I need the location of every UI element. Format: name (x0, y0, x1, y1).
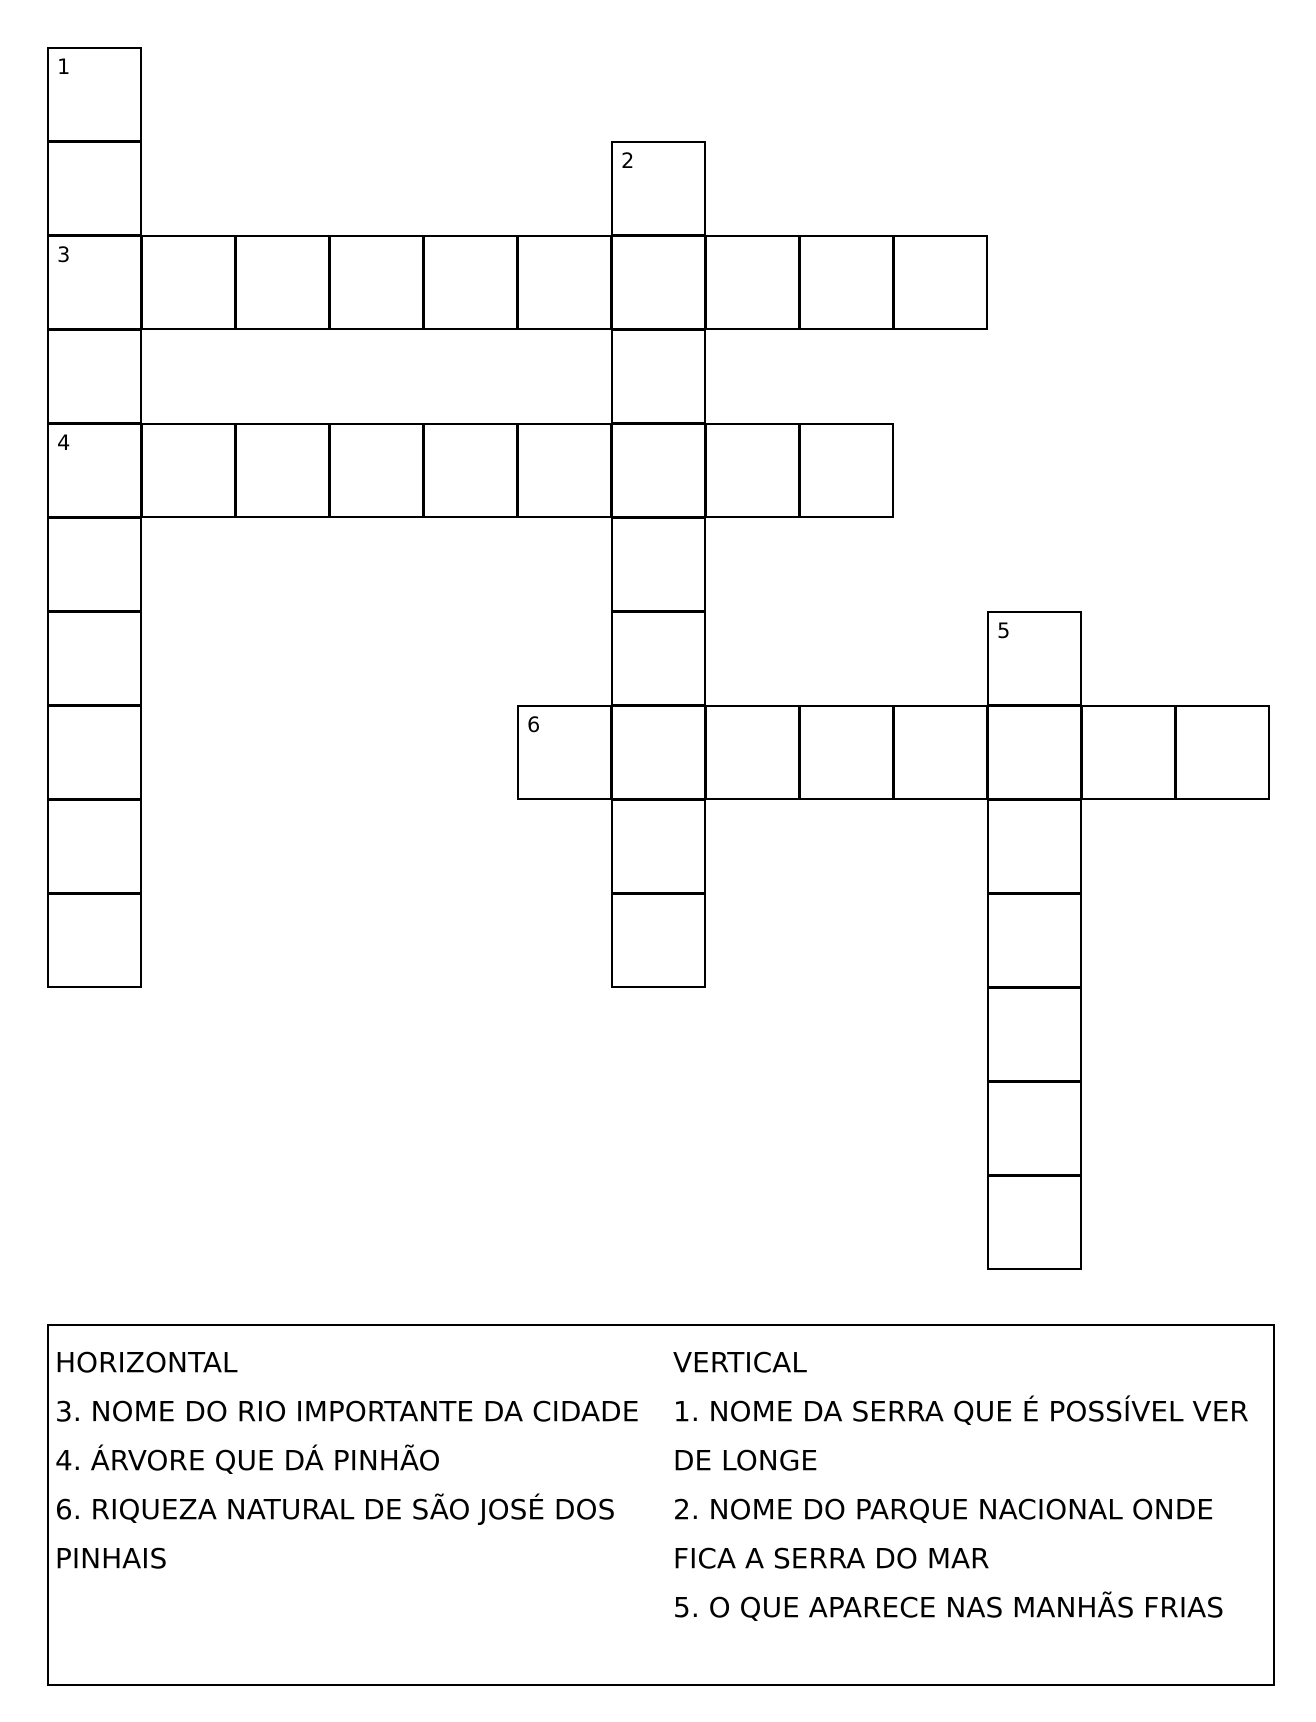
crossword-cell[interactable] (893, 705, 988, 800)
crossword-cell[interactable] (799, 235, 894, 330)
crossword-cell[interactable] (987, 799, 1082, 894)
clue-2: 2. NOME DO PARQUE NACIONAL ONDE (673, 1493, 1214, 1526)
crossword-cell[interactable] (611, 517, 706, 612)
vertical-clues (673, 1338, 1273, 1632)
crossword-cell[interactable] (47, 893, 142, 988)
crossword-cell[interactable] (517, 235, 612, 330)
clue-3: 3. NOME DO RIO IMPORTANTE DA CIDADE (55, 1395, 640, 1428)
crossword-cell[interactable] (799, 705, 894, 800)
crossword-cell-6[interactable] (517, 705, 612, 800)
crossword-cell[interactable] (611, 329, 706, 424)
crossword-cell[interactable] (47, 517, 142, 612)
crossword-cell-1[interactable] (47, 47, 142, 142)
crossword-cell-3[interactable] (47, 235, 142, 330)
clue-number: 5 (997, 619, 1011, 643)
crossword-cell[interactable] (987, 1081, 1082, 1176)
clue-number: 2 (621, 149, 635, 173)
clue-6: 6. RIQUEZA NATURAL DE SÃO JOSÉ DOS (55, 1493, 616, 1526)
crossword-cell-4[interactable] (47, 423, 142, 518)
crossword-cell[interactable] (987, 987, 1082, 1082)
crossword-cell[interactable] (1081, 705, 1176, 800)
crossword-cell[interactable] (141, 235, 236, 330)
crossword-cell[interactable] (423, 235, 518, 330)
vertical-heading: VERTICAL (673, 1346, 807, 1379)
horizontal-clues (55, 1338, 665, 1583)
clue-number: 4 (57, 431, 71, 455)
crossword-cell[interactable] (611, 705, 706, 800)
crossword-cell[interactable] (1175, 705, 1270, 800)
clue-number: 3 (57, 243, 71, 267)
crossword-cell[interactable] (611, 893, 706, 988)
crossword-cell[interactable] (329, 423, 424, 518)
clue-4: 4. ÁRVORE QUE DÁ PINHÃO (55, 1444, 441, 1477)
crossword-cell[interactable] (705, 235, 800, 330)
crossword-cell[interactable] (799, 423, 894, 518)
crossword-cell[interactable] (235, 235, 330, 330)
crossword-cell[interactable] (987, 893, 1082, 988)
clues-box (47, 1324, 1275, 1686)
crossword-cell[interactable] (47, 141, 142, 236)
crossword-cell[interactable] (517, 423, 612, 518)
clue-5: 5. O QUE APARECE NAS MANHÃS FRIAS (673, 1591, 1225, 1624)
crossword-cell[interactable] (235, 423, 330, 518)
clue-1: 1. NOME DA SERRA QUE É POSSÍVEL VER (673, 1395, 1249, 1428)
crossword-cell[interactable] (611, 611, 706, 706)
crossword-cell[interactable] (987, 705, 1082, 800)
crossword-cell[interactable] (987, 1175, 1082, 1270)
crossword-cell[interactable] (47, 329, 142, 424)
crossword-cell[interactable] (611, 799, 706, 894)
crossword-cell[interactable] (47, 799, 142, 894)
crossword-cell[interactable] (329, 235, 424, 330)
clue-6-cont: PINHAIS (55, 1542, 168, 1575)
clue-number: 6 (527, 713, 541, 737)
crossword-cell-2[interactable] (611, 141, 706, 236)
crossword-cell[interactable] (47, 705, 142, 800)
clue-2-cont: FICA A SERRA DO MAR (673, 1542, 990, 1575)
crossword-cell[interactable] (893, 235, 988, 330)
crossword-cell[interactable] (705, 423, 800, 518)
crossword-cell[interactable] (611, 423, 706, 518)
crossword-cell[interactable] (423, 423, 518, 518)
clue-1-cont: DE LONGE (673, 1444, 819, 1477)
crossword-cell[interactable] (611, 235, 706, 330)
crossword-cell[interactable] (141, 423, 236, 518)
clue-number: 1 (57, 55, 71, 79)
crossword-cell[interactable] (705, 705, 800, 800)
crossword-cell-5[interactable] (987, 611, 1082, 706)
horizontal-heading: HORIZONTAL (55, 1346, 238, 1379)
crossword-cell[interactable] (47, 611, 142, 706)
